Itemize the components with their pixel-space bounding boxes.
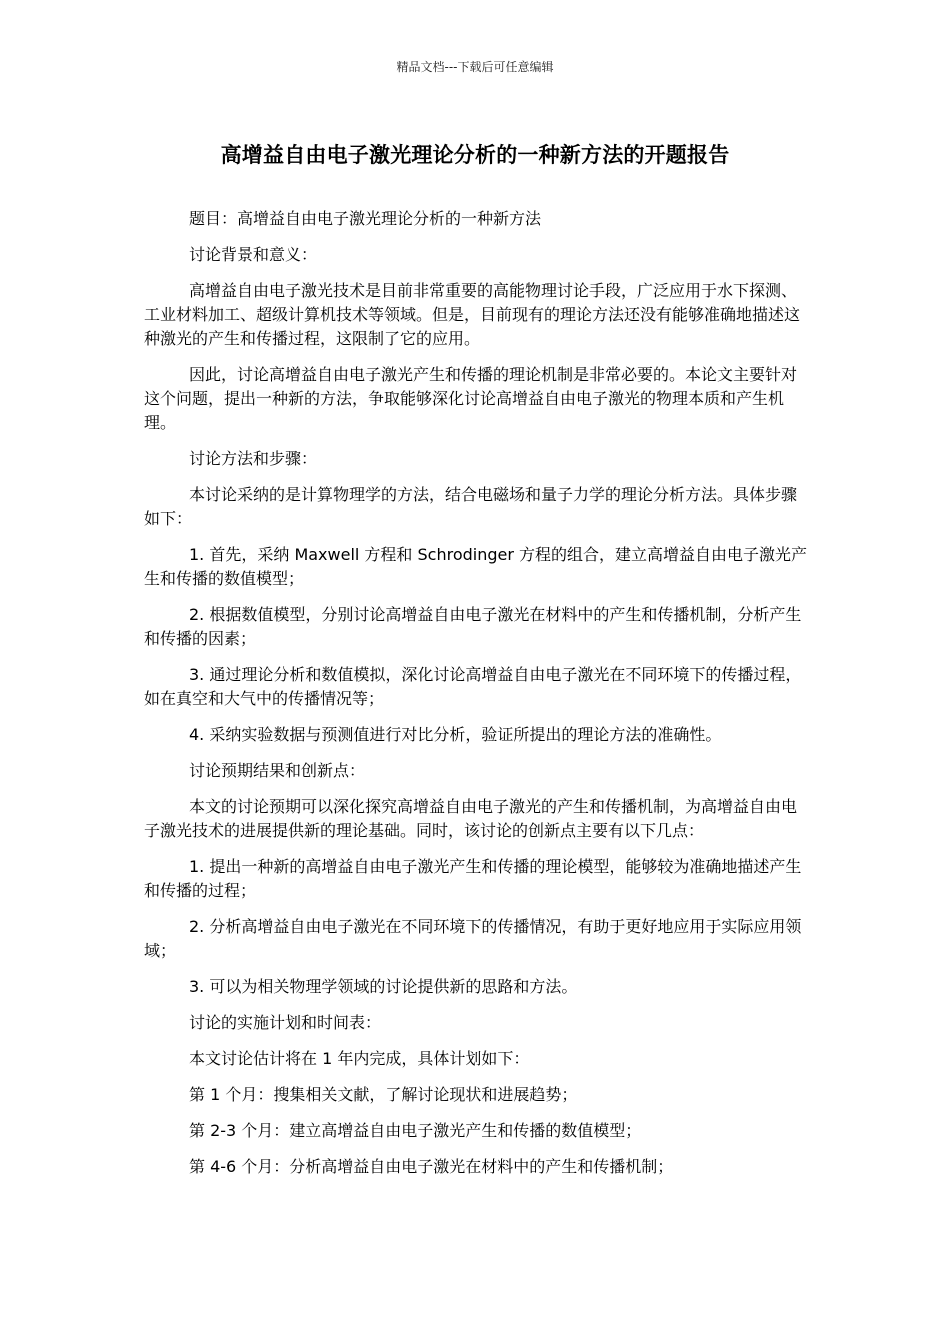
heading-expected-results: 讨论预期结果和创新点： (189, 761, 366, 780)
paragraph-background-1: 高增益自由电子激光技术是目前非常重要的高能物理讨论手段，广泛应用于水下探测、工业材料加工、超级计算机技术等领域。但是，目前现有的理论方法还没有能够准确地描述这种激光的产生和传播过程，这限制了它的应用。 (144, 281, 801, 348)
document-title: 高增益自由电子激光理论分析的一种新方法的开题报告 (220, 143, 730, 167)
method-step-4: 4. 采纳实验数据与预测值进行对比分析，验证所提出的理论方法的准确性。 (189, 725, 722, 744)
paragraph-topic: 题目：高增益自由电子激光理论分析的一种新方法 (189, 209, 542, 228)
paragraph-expected-results: 本文的讨论预期可以深化探究高增益自由电子激光的产生和传播机制，为高增益自由电子激光技术的进展提供新的理论基础。同时，该讨论的创新点主要有以下几点： (144, 797, 798, 840)
heading-background: 讨论背景和意义： (189, 245, 318, 264)
schedule-item-3: 第 4-6 个月：分析高增益自由电子激光在材料中的产生和传播机制； (189, 1157, 674, 1176)
innovation-point-2: 2. 分析高增益自由电子激光在不同环境下的传播情况，有助于更好地应用于实际应用领域； (144, 917, 802, 960)
paragraph-schedule-intro: 本文讨论估计将在 1 年内完成，具体计划如下： (189, 1049, 530, 1068)
document-body (144, 207, 808, 1191)
innovation-point-3: 3. 可以为相关物理学领域的讨论提供新的思路和方法。 (189, 977, 578, 996)
schedule-item-1: 第 1 个月：搜集相关文献，了解讨论现状和进展趋势； (189, 1085, 578, 1104)
heading-schedule: 讨论的实施计划和时间表： (189, 1013, 382, 1032)
schedule-item-2: 第 2-3 个月：建立高增益自由电子激光产生和传播的数值模型； (189, 1121, 642, 1140)
page-header-note: 精品文档---下载后可任意编辑 (396, 60, 554, 74)
paragraph-background-2: 因此，讨论高增益自由电子激光产生和传播的理论机制是非常必要的。本论文主要针对这个问题，提出一种新的方法，争取能够深化讨论高增益自由电子激光的物理本质和产生机理。 (144, 365, 798, 432)
heading-methods: 讨论方法和步骤： (189, 449, 318, 468)
method-step-3: 3. 通过理论分析和数值模拟，深化讨论高增益自由电子激光在不同环境下的传播过程，如在真空和大气中的传播情况等； (144, 665, 802, 708)
method-step-2: 2. 根据数值模型，分别讨论高增益自由电子激光在材料中的产生和传播机制，分析产生和传播的因素； (144, 605, 802, 648)
paragraph-methods-intro: 本讨论采纳的是计算物理学的方法，结合电磁场和量子力学的理论分析方法。具体步骤如下： (144, 485, 798, 528)
method-step-1: 1. 首先，采纳 Maxwell 方程和 Schrodinger 方程的组合，建立高增益自由电子激光产生和传播的数值模型； (144, 545, 808, 588)
innovation-point-1: 1. 提出一种新的高增益自由电子激光产生和传播的理论模型，能够较为准确地描述产生和传播的过程； (144, 857, 802, 900)
